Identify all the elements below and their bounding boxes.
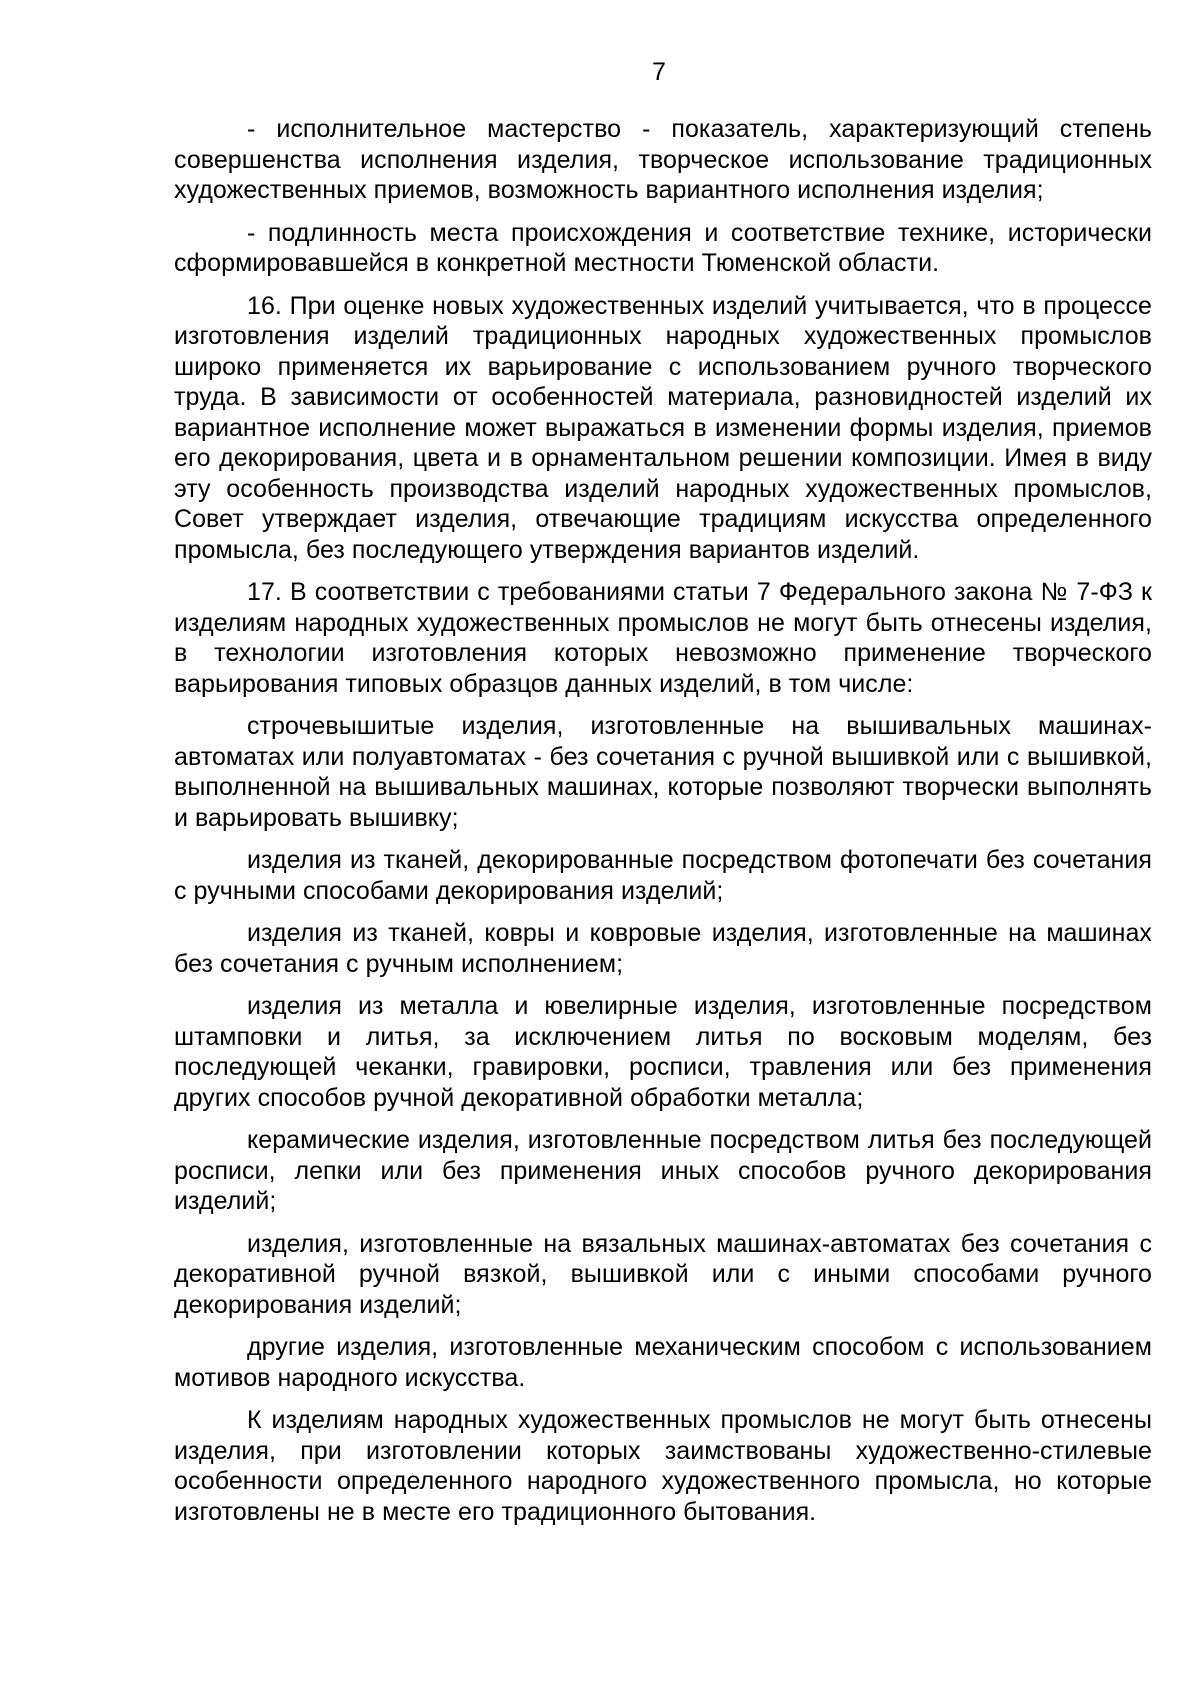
list-item-photoprint-fabrics: изделия из тканей, декорированные посредством фотопечати без сочетания с ручными способами декорирования изделий; (174, 846, 1152, 905)
list-item-ceramics: керамические изделия, изготовленные посредством литья без последующей росписи, лепки или без применения иных способов ручного декорирования изделий; (174, 1126, 1152, 1215)
list-item-other-mechanical: другие изделия, изготовленные механическим способом с использованием мотивов народного искусства. (174, 1333, 1152, 1392)
list-item-carpets: изделия из тканей, ковры и ковровые изделия, изготовленные на машинах без сочетания с ручным исполнением; (174, 919, 1152, 978)
paragraph-17: 17. В соответствии с требованиями статьи 7 Федерального закона № 7-ФЗ к изделиям народных художественных промыслов не могут быть отнесены изделия, в технологии изготовления которых невозможно применение творческого варьирования типовых образцов данных изделий, в том числе: (174, 578, 1152, 698)
paragraph-borrowed-styles: К изделиям народных художественных промыслов не могут быть отнесены изделия, при изготовлении которых заимствованы художественно-стилевые особенности определенного народного художественного промысла, но которые изготовлены не в месте его традиционного бытования. (174, 1406, 1152, 1526)
list-item-metal-jewelry: изделия из металла и ювелирные изделия, изготовленные посредством штамповки и литья, за исключением литья по восковым моделям, без последующей чеканки, гравировки, росписи, травления или без применения других способов ручной декоративной обработки металла; (174, 992, 1152, 1112)
document-body (174, 114, 1152, 1539)
paragraph-authenticity: - подлинность места происхождения и соответствие технике, исторически сформировавшейся в конкретной местности Тюменской области. (174, 218, 1152, 277)
page-number: 7 (652, 58, 666, 86)
list-item-knitted: изделия, изготовленные на вязальных машинах-автоматах без сочетания с декоративной ручной вязкой, вышивкой или с иными способами ручного декорирования изделий; (174, 1229, 1152, 1319)
paragraph-performance-skill: - исполнительное мастерство - показатель, характеризующий степень совершенства исполнения изделия, творческое использование традиционных художественных приемов, возможность вариантного исполнения изделия; (174, 115, 1152, 204)
paragraph-16: 16. При оценке новых художественных изделий учитывается, что в процессе изготовления изделий традиционных народных художественных промыслов широко применяется их варьирование с использованием ручного творческого труда. В зависимости от особенностей материала, разновидностей изделий их вариантное исполнение может выражаться в изменении формы изделия, приемов его декорирования, цвета и в орнаментальном решении композиции. Имея в виду эту особенность производства изделий народных художественных промыслов, Совет утверждает изделия, отвечающие традициям искусства определенного промысла, без последующего утверждения вариантов изделий. (174, 291, 1152, 564)
list-item-embroidered: строчевышитые изделия, изготовленные на вышивальных машинах-автоматах или полуавтоматах - без сочетания с ручной вышивкой или с вышивкой, выполненной на вышивальных машинах, которые позволяют творчески выполнять и варьировать вышивку; (174, 712, 1152, 832)
